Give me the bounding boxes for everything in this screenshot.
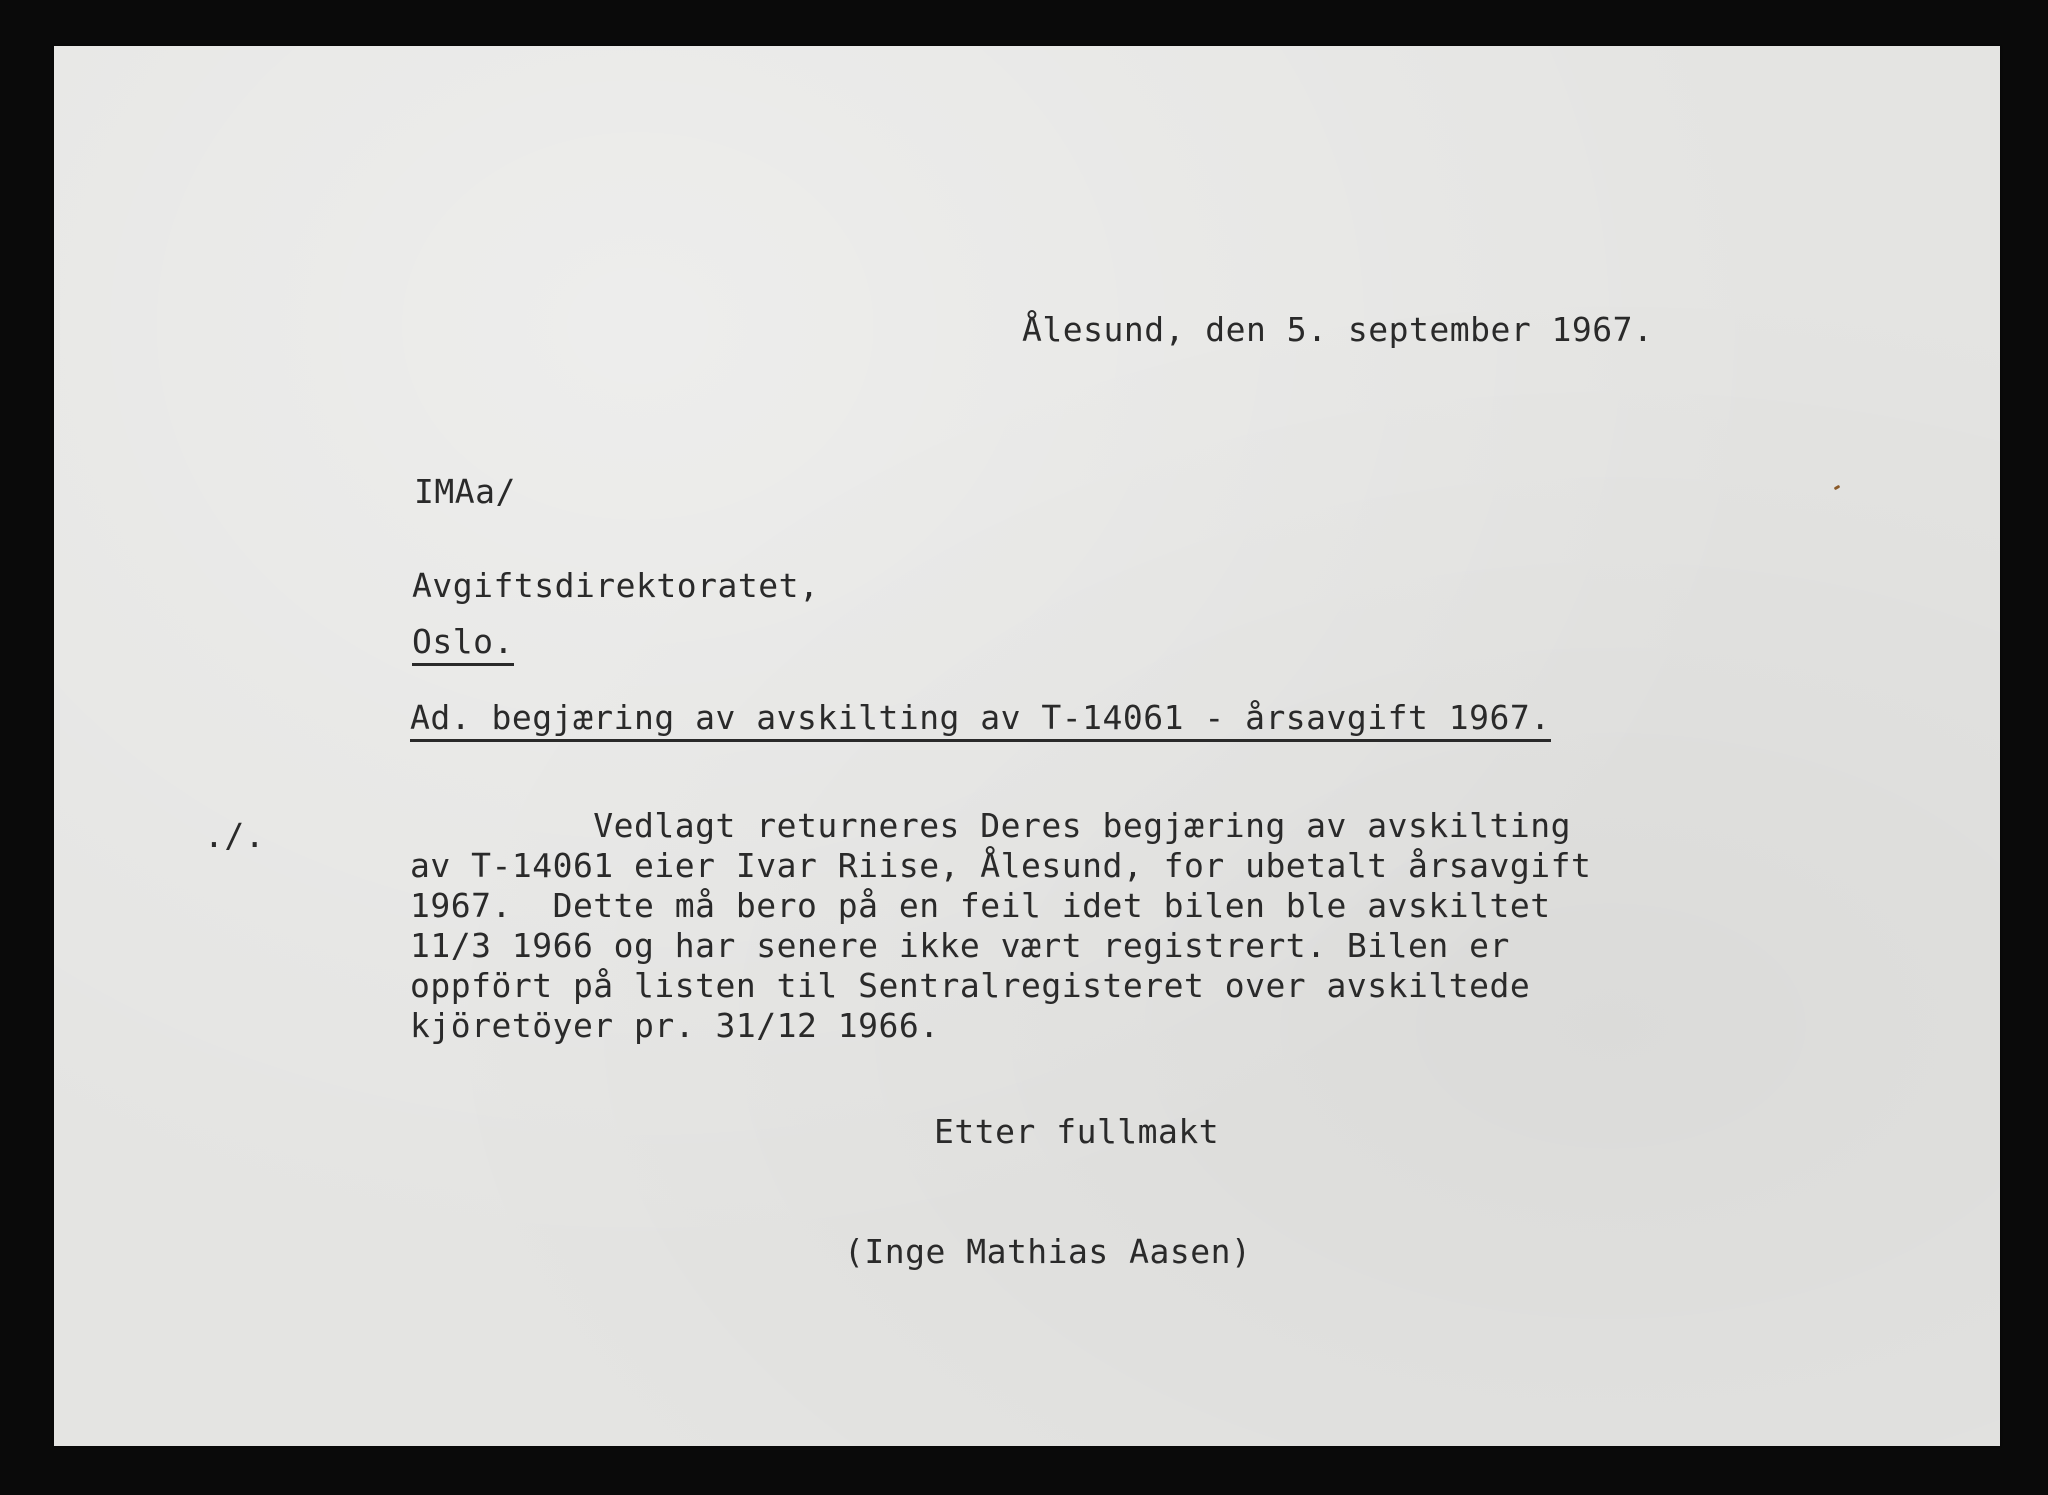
enclosure-mark: ./. (204, 816, 266, 855)
body-line: av T-14061 eier Ivar Riise, Ålesund, for ubetalt årsavgift (410, 846, 1592, 885)
recipient-name: Avgiftsdirektoratet, (412, 566, 820, 605)
closing-phrase: Etter fullmakt (934, 1112, 1220, 1151)
body-line: oppfört på listen til Sentralregisteret over avskiltede (410, 966, 1531, 1005)
document-page (54, 46, 2000, 1446)
body-line: 1967. Dette må bero på en feil idet bilen ble avskiltet (410, 886, 1551, 925)
recipient-city: Oslo. (412, 622, 514, 666)
signatory-name: (Inge Mathias Aasen) (844, 1232, 1252, 1271)
reference-initials: IMAa/ (414, 472, 516, 511)
body-line: 11/3 1966 og har senere ikke vært registrert. Bilen er (410, 926, 1510, 965)
body-line: kjöretöyer pr. 31/12 1966. (410, 1006, 940, 1045)
body-line: Vedlagt returneres Deres begjæring av avskilting (410, 806, 1571, 845)
subject-line: Ad. begjæring av avskilting av T-14061 - årsavgift 1967. (410, 698, 1551, 742)
paper-speck (1834, 485, 1841, 491)
date-line: Ålesund, den 5. september 1967. (1022, 310, 1654, 349)
